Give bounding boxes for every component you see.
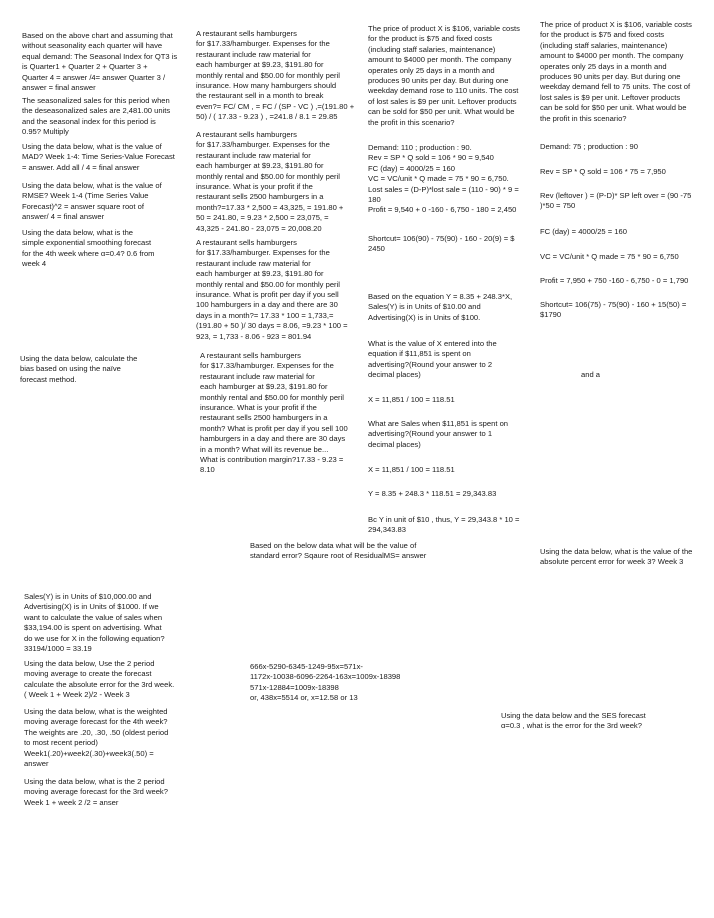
bias-question: Using the data below, calculate the bias based on using the naïve forecast method. [20,354,138,384]
profit-shortcut-2: Shortcut= 106(75) - 75(90) - 160 + 15(50) = $1790 [540,300,687,320]
variable-cost-calculation: VC = VC/unit * Q made = 75 * 90 = 6,750 [540,252,679,261]
fixed-cost-calculation: FC (day) = 4000/25 = 160 [540,227,627,236]
x-value-answer: X = 11,851 / 100 = 118.51 [368,395,455,404]
rmse-question: Using the data below, what is the value of RMSE? Week 1-4 (Time Series Value Forecast)^2 = answer square root of answer/ 4 = final answer [22,181,162,222]
regression-equation-intro: Based on the equation Y = 8.35 + 248.3*X, Sales(Y) is in Units of $10.00 and Advertising(X) is in Units of $100. [368,292,513,322]
ses-error-question: Using the data below and the SES forecast α=0.3 , what is the error for the 3rd week? [501,711,646,731]
leftover-revenue-calculation: Rev (leftover ) = (P-D)* SP left over = (90 -75 )*50 = 750 [540,191,692,211]
hamburger-break-even-question: A restaurant sells hamburgers for $17.33/hamburger. Expenses for the restaurant include raw material for each hamburger at $9.23, $191.80 for monthly rental and $50.00 for monthly peril insurance. How many hamburgers should the restaurant sell in a month to break even?= FC/ CM , = FC / (SP - VC ) ,=(191.80 + 50) / ( 17.33 - 9.23 ) , =241.8 / 8.1 = 29.85 [196,29,355,122]
equation-working: 666x-5290-6345-1249-95x=571x- 1172x-10038-6096-2264-163x=1009x-18398 571x-12884=1009x-18398 or, 438x=5514 or, x=12.58 or 13 [250,662,401,703]
revenue-calculation: Rev = SP * Q sold = 106 * 75 = 7,950 [540,167,666,176]
two-period-moving-average-question: Using the data below, what is the 2 period moving average forecast for the 3rd week? Week 1 + week 2 /2 = anser [24,777,168,807]
sales-x-answer: X = 11,851 / 100 = 118.51 [368,465,455,474]
seasonalized-sales-question: The seasonalized sales for this period when the deseasonalized sales are 2,481.00 units and the seasonal index for this period is 0.95? Multiply [22,96,171,137]
product-x-demand-rose-question: The price of product X is $106, variable costs for the product is $75 and fixed costs (including staff salaries, maintenance) amount to $4000 per month. The company operates only 25 days in a month and produces 90 units per day. But during one weekday demand rose to 110 units. The cost of lost sales is $9 per unit. Leftover products can be sold for $50 per unit. What would be the profit in this scenario? [368,24,520,127]
profit-calculation: Demand: 110 ; production : 90. Rev = SP * Q sold = 106 * 90 = 9,540 FC (day) = 4000/25 = 160 VC = VC/unit * Q made = 75 * 90 = 6,750. Lost sales = (D-P)*lost sale = (110 - 90) * 9 = 180 Profit = 9,540 + 0 -160 - 6,750 - 180 = 2,450 [368,143,519,215]
seasonal-index-question: Based on the above chart and assuming that without seasonality each quarter will have equal demand: The Seasonal Index for QT3 is is Quarter1 + Quarter 2 + Quarter 3 + Quarter 4 = answer /4= answer Quarter 3 / answer = final answer [22,31,178,93]
absolute-percent-error-question: Using the data below, what is the value of the absolute percent error for week 3? Week 3 [540,547,693,567]
sales-y-calculation: Y = 8.35 + 248.3 * 118.51 = 29,343.83 [368,489,497,498]
and-a-note: and a [581,370,601,379]
standard-error-question: Based on the below data what will be the value of standard error? Sqaure root of ResidualMS= answer [250,541,427,561]
sales-unit-conversion: Bc Y in unit of $10 , thus, Y = 29,343.8 * 10 = 294,343.83 [368,515,520,535]
profit-shortcut: Shortcut= 106(90) - 75(90) - 160 - 20(9) = $ 2450 [368,234,515,254]
hamburger-monthly-profit-question: A restaurant sells hamburgers for $17.33/hamburger. Expenses for the restaurant include raw material for each hamburger at $9.23, $191.80 for monthly rental and $50.00 for monthly peril insurance. What is your profit if the restaurant sells 2500 hamburgers in a month?=17.33 * 2,500 = 43,325, = 191.80 + 50 = 241.80, = 9.23 * 2,500 = 23,075, = 43,325 - 241.80 - 23,075 = 20,008.20 [196,130,344,233]
x-value-question: What is the value of X entered into the equation if $11,851 is spent on advertising?(Round your answer to 2 decimal places) [368,339,497,380]
ses-forecast-question: Using the data below, what is the simple exponential smoothing forecast for the 4th week where α=0.4? 0.6 from week 4 [22,228,155,269]
moving-average-abs-error-question: Using the data below, Use the 2 period moving average to create the forecast calculate the absolute error for the 3rd week. ( Week 1 + Week 2)/2 - Week 3 [24,659,175,700]
profit-result: Profit = 7,950 + 750 -160 - 6,750 - 0 = 1,790 [540,276,689,285]
product-x-demand-fell-question: The price of product X is $106, variable costs for the product is $75 and fixed costs (including staff salaries, maintenance) amount to $4000 per month. The company operates only 25 days in a month and produces 90 units per day. But during one weekday demand fell to 75 units. The cost of lost sales is $9 per unit. Leftover products can be sold for $50 per unit. What would be the profit in this scenario? [540,20,692,123]
hamburger-daily-profit-question: A restaurant sells hamburgers for $17.33/hamburger. Expenses for the restaurant include raw material for each hamburger at $9.23, $191.80 for monthly rental and $50.00 for monthly peril insurance. What is profit per day if you sell 100 hamburgers in a day and there are 30 days in a month?= 17.33 * 100 = 1,733,= (191.80 + 50 )/ 30 days = 8.06, =9.23 * 100 = 923, = 1,733 - 8.06 - 923 = 801.94 [196,238,348,341]
hamburger-contribution-margin-question: A restaurant sells hamburgers for $17.33/hamburger. Expenses for the restaurant include raw material for each hamburger at $9.23, $191.80 for monthly rental and $50.00 for monthly peril insurance. What is your profit if the restaurant sells 2500 hamburgers in a month? What is profit per day if you sell 100 hamburgers in a day and there are 30 days in a month? What will its revenue be... What is contribution margin?17.33 - 9.23 = 8.10 [200,351,348,475]
weighted-moving-average-question: Using the data below, what is the weighted moving average forecast for the 4th week? The weights are .20, .30, .50 (oldest period to most recent period) Week1(.20)+week2(.30)+week3(.50) = answer [24,707,169,769]
mad-question: Using the data below, what is the value of MAD? Week 1-4: Time Series-Value Forecast = answer. Add all / 4 = final answer [22,142,175,172]
sales-units-question: Sales(Y) is in Units of $10,000.00 and Advertising(X) is in Units of $1000. If we want to calculate the value of sales when $33,194.00 is spent on advertising. What do we use for X in the following equation? 33194/1000 = 33.19 [24,592,165,654]
demand-production: Demand: 75 ; production : 90 [540,142,638,151]
sales-question: What are Sales when $11,851 is spent on advertising?(Round your answer to 1 decimal places) [368,419,509,449]
